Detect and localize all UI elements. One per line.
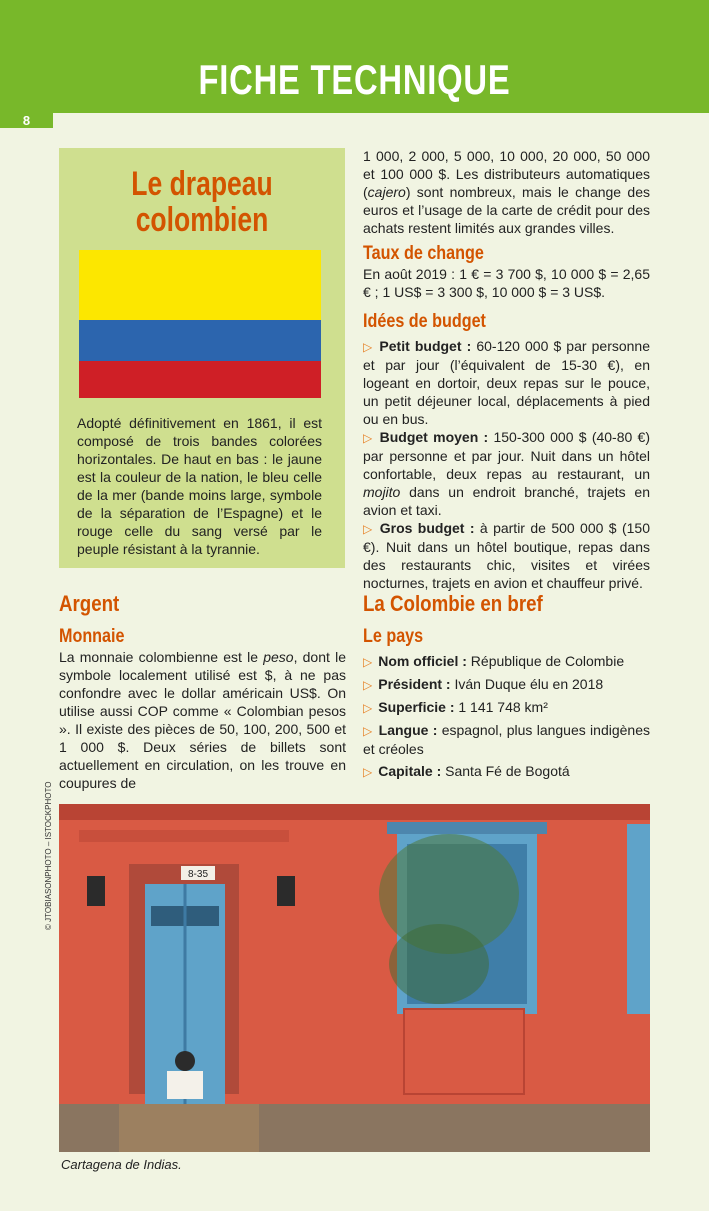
currency-heading: Monnaie xyxy=(59,626,125,647)
bullet-icon: ▷ xyxy=(363,701,373,715)
right-column-top xyxy=(363,147,650,592)
currency-continued: 1 000, 2 000, 5 000, 10 000, 20 000, 50 000 et 100 000 $. Les distributeurs automatiques (cajero) sont nombreux, mais le change des euros et l’usage de la carte de crédit pour des achats restent limités aux grandes villes. xyxy=(363,148,650,236)
flag-stripe-red xyxy=(79,361,321,398)
flag-box xyxy=(59,148,345,568)
bullet-icon: ▷ xyxy=(363,724,373,738)
chapter-title: FICHE TECHNIQUE xyxy=(198,56,511,103)
bullet-icon: ▷ xyxy=(363,765,373,779)
country-summary-heading: La Colombie en bref xyxy=(363,591,543,616)
house-number: 8-35 xyxy=(187,869,209,880)
exchange-rate-text: En août 2019 : 1 € = 3 700 $, 10 000 $ = 2,65 € ; 1 US$ = 3 300 $, 10 000 $ = 3 US$. xyxy=(363,266,650,300)
flag-box-title xyxy=(90,166,313,238)
flag-description: Adopté définitivement en 1861, il est composé de trois bandes colorées horizontales. De haut en bas : le jaune est la couleur de la nation, le bleu celle de la mer (bande moins large, symbole de la séparation de l’Espagne) et le rouge celle du sang versé par le peuple résistant à la tyrannie. xyxy=(77,415,322,557)
money-heading: Argent xyxy=(59,591,120,616)
bullet-icon: ▷ xyxy=(363,678,373,692)
fact-item: ▷ Nom officiel : République de Colombie xyxy=(363,653,625,669)
flag-stripe-yellow xyxy=(79,250,321,320)
country-heading: Le pays xyxy=(363,626,424,647)
fact-item: ▷ Superficie : 1 141 748 km² xyxy=(363,699,548,715)
exchange-rate-heading: Taux de change xyxy=(363,243,484,264)
budget-item: ▷ Gros budget : à partir de 500 000 $ (150 €). Nuit dans un hôtel boutique, repas dans des restaurants chic, visites et virées nocturnes, trajets en avion et chauffeur privé. xyxy=(363,520,650,591)
bullet-icon: ▷ xyxy=(363,431,374,445)
photo-caption: Cartagena de Indias. xyxy=(61,1157,182,1172)
flag-stripe-blue xyxy=(79,320,321,361)
bullet-icon: ▷ xyxy=(363,522,374,536)
budget-item: ▷ Petit budget : 60-120 000 $ par personne et par jour (l’équivalent de 15-30 €), en logeant en dortoir, deux repas sur le pouce, un petit déjeuner local, déplacements à pied ou en bus. xyxy=(363,338,650,427)
page-number: 8 xyxy=(0,113,53,128)
fact-item: ▷ Capitale : Santa Fé de Bogotá xyxy=(363,763,570,779)
colombian-flag xyxy=(79,250,321,398)
country-summary-section xyxy=(363,592,650,781)
fact-item: ▷ Langue : espagnol, plus langues indigènes et créoles xyxy=(363,722,650,757)
money-section xyxy=(59,592,346,792)
cartagena-photo xyxy=(59,804,650,1152)
bullet-icon: ▷ xyxy=(363,655,373,669)
flag-title-line1: Le drapeau xyxy=(131,165,273,203)
chapter-header xyxy=(0,0,709,113)
photo-credit: © JTOBIASONPHOTO – ISTOCKPHOTO xyxy=(44,781,53,930)
budget-item: ▷ Budget moyen : 150-300 000 $ (40-80 €) par personne et par jour. Nuit dans un hôtel confortable, deux repas au restaurant, un mojito dans un endroit branché, trajets en avion et taxi. xyxy=(363,429,651,518)
flag-title-line2: colombien xyxy=(135,201,269,239)
currency-text: La monnaie colombienne est le peso, dont le symbole localement utilisé est $, à ne pas confondre avec le dollar américain US$. On utilise aussi COP comme « Colombian pesos ». Il existe des pièces de 50, 100, 200, 500 et 1 000 $. Deux séries de billets sont actuellement en circulation, on les trouve en coupures de xyxy=(59,649,346,791)
budget-heading: Idées de budget xyxy=(363,311,486,332)
fact-item: ▷ Président : Iván Duque élu en 2018 xyxy=(363,676,604,692)
bullet-icon: ▷ xyxy=(363,340,374,354)
